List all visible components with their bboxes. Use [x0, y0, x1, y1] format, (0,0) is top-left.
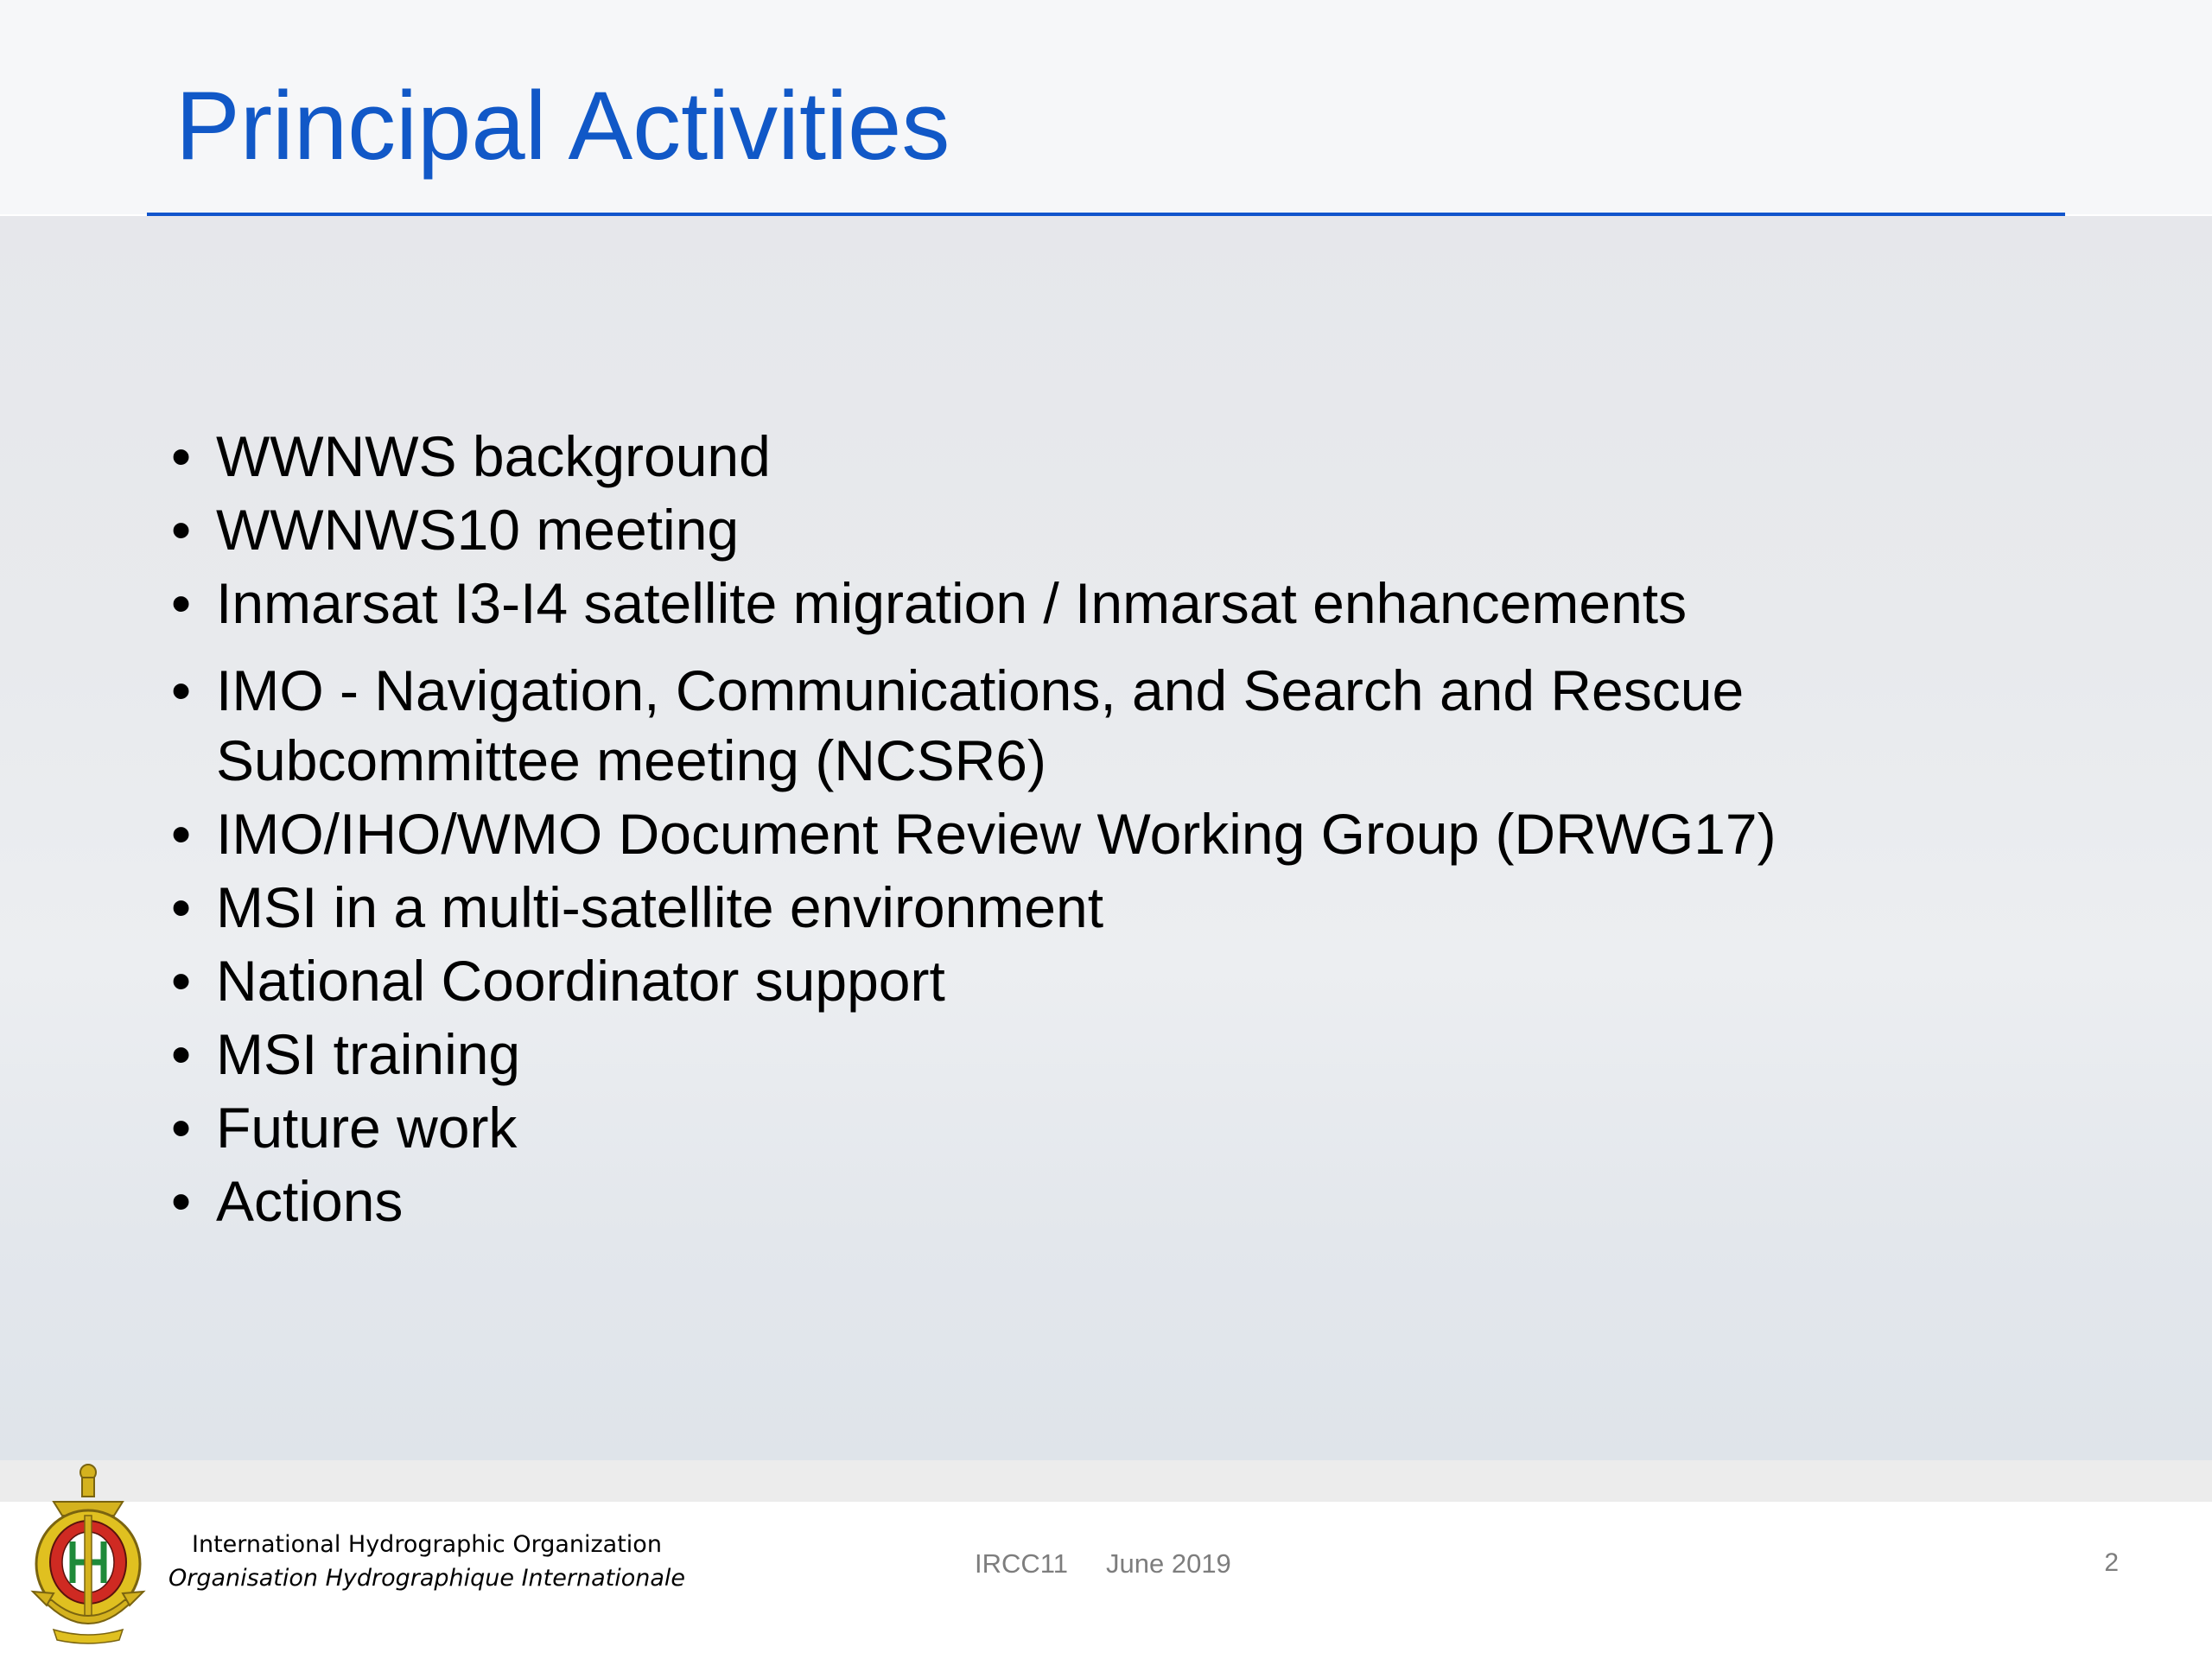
iho-emblem-icon	[28, 1462, 149, 1645]
bullet-icon: •	[171, 875, 192, 939]
bullet-list	[171, 422, 2072, 1240]
bullet-item	[171, 656, 1927, 796]
bullet-text: Future work	[216, 1096, 518, 1160]
bullet-text: National Coordinator support	[216, 949, 945, 1013]
bullet-item	[171, 422, 2072, 492]
bullet-text: Inmarsat I3-I4 satellite migration / Inmarsat enhancements	[216, 571, 1688, 635]
bullet-icon: •	[171, 1096, 192, 1160]
bullet-text: Actions	[216, 1169, 404, 1233]
bullet-text: WWNWS10 meeting	[216, 498, 740, 562]
bullet-item	[171, 569, 2072, 639]
bullet-text: MSI training	[216, 1022, 521, 1086]
slide-title: Principal Activities	[175, 72, 950, 180]
slide-header	[0, 0, 2212, 214]
footer-event: IRCC11	[975, 1548, 1068, 1579]
bullet-icon: •	[171, 658, 192, 722]
footer-divider-band	[0, 1460, 2212, 1502]
bullet-icon: •	[171, 802, 192, 866]
page-number: 2	[2104, 1548, 2119, 1577]
bullet-item	[171, 873, 2072, 943]
bullet-text: MSI in a multi-satellite environment	[216, 875, 1104, 939]
bullet-item	[171, 1166, 2072, 1236]
bullet-text: WWNWS background	[216, 424, 771, 488]
bullet-item	[171, 1093, 2072, 1163]
bullet-item	[171, 495, 2072, 565]
bullet-icon: •	[171, 949, 192, 1013]
bullet-icon: •	[171, 498, 192, 562]
bullet-item	[171, 1020, 2072, 1090]
bullet-icon: •	[171, 424, 192, 488]
bullet-icon: •	[171, 1022, 192, 1086]
org-name-english: International Hydrographic Organization	[192, 1531, 662, 1558]
footer-date: June 2019	[1106, 1548, 1231, 1579]
bullet-item	[171, 946, 2072, 1016]
bullet-icon: •	[171, 571, 192, 635]
bullet-text: IMO - Navigation, Communications, and Search and Rescue Subcommittee meeting (NCSR6)	[216, 658, 1745, 792]
bullet-text: IMO/IHO/WMO Document Review Working Group (DRWG17)	[216, 802, 1777, 866]
org-name-french: Organisation Hydrographique Internationale	[168, 1565, 685, 1592]
bullet-item	[171, 799, 2072, 869]
bullet-icon: •	[171, 1169, 192, 1233]
